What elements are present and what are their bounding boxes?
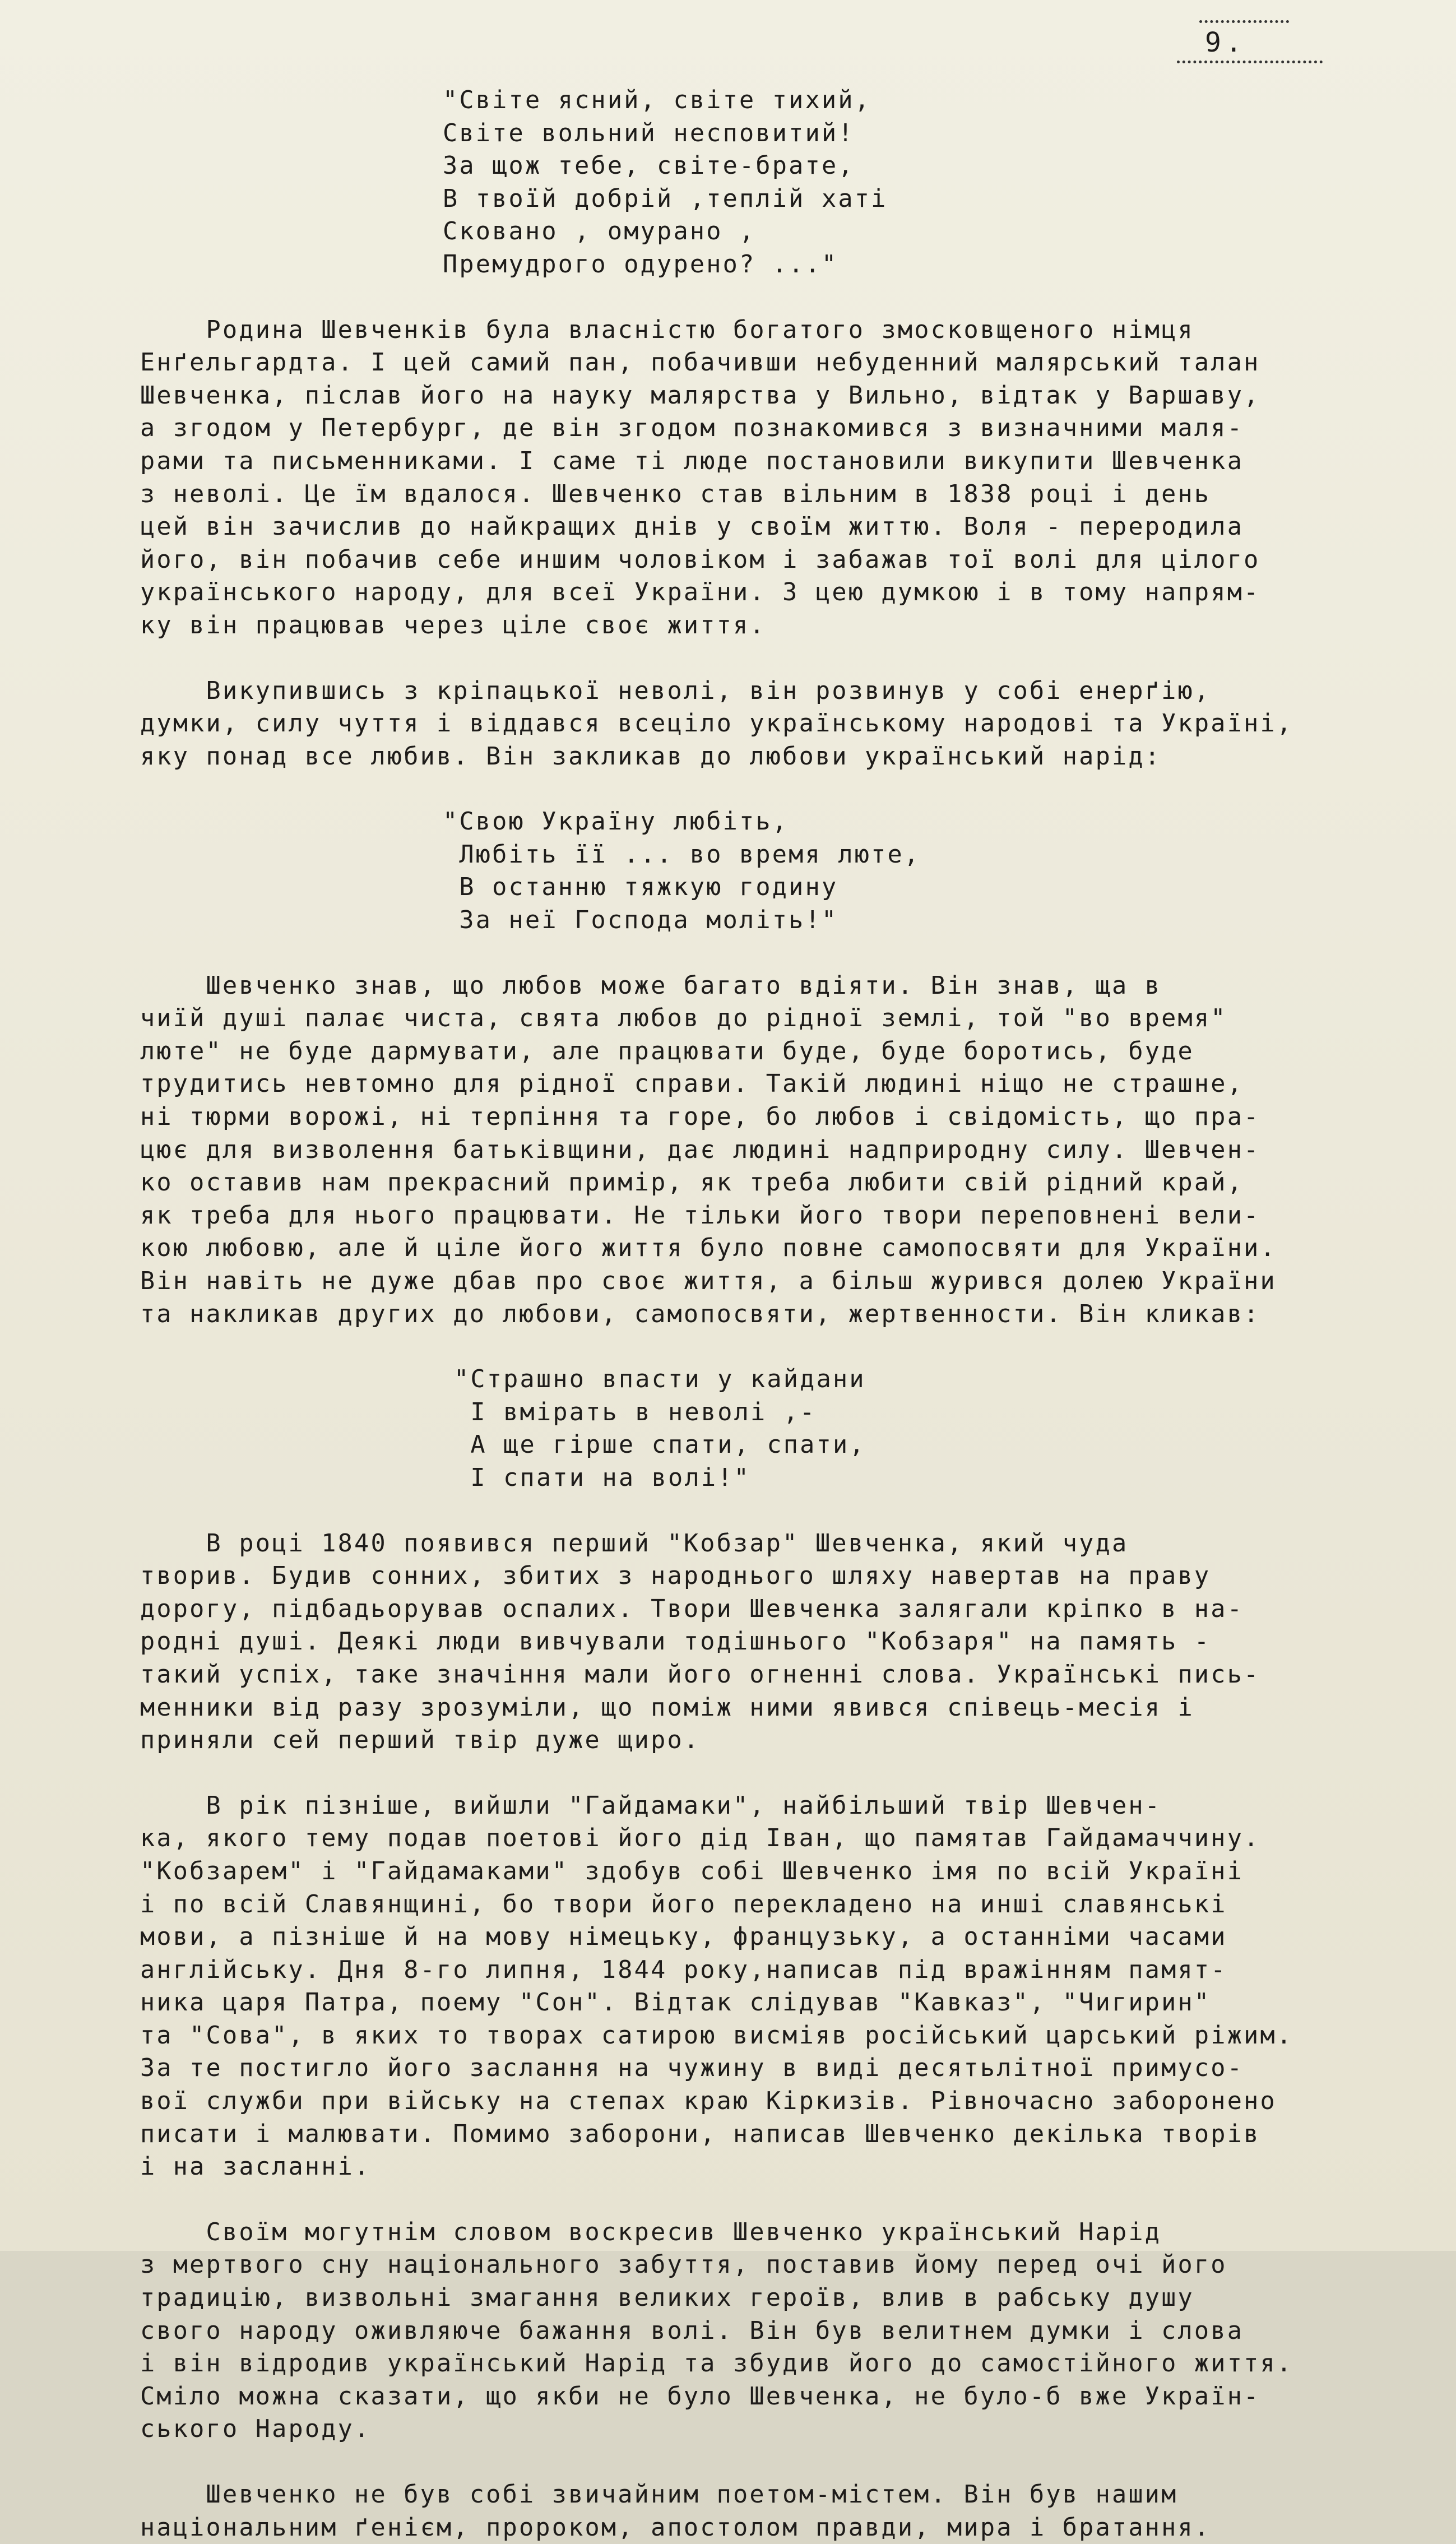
text-line: вої служби при війську на степах краю Кіркизів. Рівночасно заборонено — [140, 2087, 1277, 2116]
text-line: кою любовю, але й ціле його життя було повне самопосвяти для України. — [140, 1234, 1277, 1263]
text-line: Енґельгардта. І цей самий пан, побачивши небуденний малярський талан — [140, 349, 1260, 377]
text-line: ко оставив нам прекрасний примір, як треба любити свій рідний край, — [140, 1169, 1244, 1197]
text-line: писати і малювати. Помимо заборони, написав Шевченко декілька творів — [140, 2120, 1260, 2148]
text-line: Сміло можна сказати, що якби не було Шевченка, не було-б вже Україн- — [140, 2382, 1260, 2411]
text-line: рами та письменниками. І саме ті люде постановили викупити Шевченка — [140, 447, 1244, 475]
text-line: "Свою Україну любіть, — [443, 808, 789, 836]
text-line: Шевченко не був собі звичайним поетом-містем. Він був нашим — [140, 2481, 1178, 2509]
paragraph-6 — [140, 2216, 1334, 2446]
text-line: В рік пізніше, вийшли "Гайдамаки", найбільший твір Шевчен- — [140, 1791, 1162, 1820]
text-line: Родина Шевченків була власністю богатого змосковщеного німця — [140, 316, 1194, 344]
document-body — [140, 84, 1334, 2544]
text-line: і на засланні. — [140, 2153, 371, 2181]
text-line: творив. Будив сонних, збитих з народнього шляху навертав на праву — [140, 1562, 1211, 1591]
text-line: мови, а пізніше й на мову німецьку, французьку, а останніми часами — [140, 1923, 1227, 1952]
text-line: "Кобзарем" і "Гайдамаками" здобув собі Шевченко імя по всій Україні — [140, 1857, 1244, 1885]
paragraph-3 — [140, 970, 1334, 1331]
text-line: І вмірать в неволі ,- — [454, 1398, 817, 1426]
text-line: трудитись невтомно для рідної справи. Такій людині ніщо не страшне, — [140, 1070, 1244, 1099]
text-line: ського Народу. — [140, 2415, 371, 2444]
text-line: В твоїй добрій ,теплій хаті — [443, 184, 888, 213]
text-line: Своїм могутнім словом воскресив Шевченко український Нарід — [140, 2218, 1162, 2246]
text-line: англійську. Дня 8-го липня, 1844 року,написав під вражінням памят- — [140, 1956, 1227, 1984]
text-line: та накликав других до любови, самопосвяти, жертвенности. Він кликав: — [140, 1300, 1260, 1328]
paragraph-1 — [140, 314, 1334, 642]
text-line: менники від разу зрозуміли, що поміж ними явився співець-месія і — [140, 1693, 1194, 1722]
text-line: родні душі. Деякі люди вивчували тодішнього "Кобзаря" на память - — [140, 1628, 1211, 1656]
text-line: І спати на волі!" — [454, 1463, 751, 1492]
text-line: яку понад все любив. Він закликав до любови український нарід: — [140, 742, 1162, 771]
text-line: з неволі. Це їм вдалося. Шевченко став вільним в 1838 році і день — [140, 480, 1211, 508]
paragraph-2 — [140, 675, 1334, 773]
text-line: Викупившись з кріпацької неволі, він розвинув у собі енерґію, — [140, 676, 1211, 705]
poem-quote-3 — [454, 1363, 1334, 1494]
text-line: дорогу, підбадьорував оспалих. Твори Шевченка залягали кріпко в на- — [140, 1595, 1244, 1623]
page-number-underline — [1177, 61, 1323, 63]
text-line: Любіть її ... во время люте, — [443, 840, 921, 869]
text-line: Сковано , омурано , — [443, 217, 756, 246]
text-line: чиїй душі палає чиста, свята любов до рідної землі, той "во время" — [140, 1004, 1227, 1033]
text-line: думки, силу чуття і віддався всеціло українському народові та Україні, — [140, 710, 1293, 738]
text-line: цює для визволення батьківщини, дає людині надприродну силу. Шевчен- — [140, 1136, 1260, 1164]
text-line: "Світе ясний, світе тихий, — [443, 86, 871, 114]
text-line: як треба для нього працювати. Не тільки його твори переповнені вели- — [140, 1201, 1260, 1230]
text-line: люте" не буде дармувати, але працювати буде, буде боротись, буде — [140, 1037, 1194, 1065]
text-line: Шевченка, післав його на науку малярства у Вильно, відтак у Варшаву, — [140, 381, 1260, 410]
text-line: А ще гірше спати, спати, — [454, 1431, 866, 1459]
text-line: такий успіх, таке значіння мали його огненні слова. Українські пись- — [140, 1660, 1260, 1689]
text-line: "Страшно впасти у кайдани — [454, 1365, 866, 1394]
paragraph-5 — [140, 1790, 1334, 2184]
text-line: національним ґенієм, пророком, апостолом правди, мира і братання. — [140, 2513, 1211, 2542]
page-number-dots — [1199, 20, 1289, 23]
text-line: В році 1840 появився перший "Кобзар" Шевченка, який чуда — [140, 1529, 1129, 1558]
text-line: приняли сей перший твір дуже щиро. — [140, 1726, 701, 1755]
text-line: цей він зачислив до найкращих днів у своїм життю. Воля - переродила — [140, 513, 1244, 541]
text-line: Шевченко знав, що любов може багато вдіяти. Він знав, ща в — [140, 971, 1162, 1000]
poem-quote-2 — [443, 805, 1334, 937]
page-number: 9. — [1205, 27, 1246, 58]
text-line: а згодом у Петербург, де він згодом познакомився з визначними маля- — [140, 414, 1244, 443]
text-line: традицію, визвольні змагання великих героїв, влив в рабську душу — [140, 2284, 1194, 2313]
text-line: його, він побачив себе иншим чоловіком і забажав тої волі для цілого — [140, 545, 1260, 574]
paragraph-4 — [140, 1527, 1334, 1757]
paragraph-7 — [140, 2478, 1334, 2544]
text-line: ника царя Патра, поему "Сон". Відтак слідував "Кавказ", "Чигирин" — [140, 1989, 1211, 2017]
poem-quote-1 — [443, 84, 1334, 281]
text-line: За щож тебе, світе-брате, — [443, 152, 855, 180]
text-line: та "Сова", в яких то творах сатирою висміяв російський царський ріжим. — [140, 2021, 1293, 2050]
text-line: з мертвого сну національного забуття, поставив йому перед очі його — [140, 2251, 1227, 2279]
text-line: ка, якого тему подав поетові його дід Іван, що памятав Гайдамаччину. — [140, 1824, 1260, 1853]
text-line: ні тюрми ворожі, ні терпіння та горе, бо любов і свідомість, що пра- — [140, 1103, 1260, 1132]
text-line: В останню тяжкую годину — [443, 873, 838, 902]
text-line: За неї Господа моліть!" — [443, 906, 838, 935]
text-line: ку він працював через ціле своє життя. — [140, 611, 766, 640]
text-line: Він навіть не дуже дбав про своє життя, а більш журився долею України — [140, 1267, 1277, 1295]
text-line: За те постигло його заслання на чужину в виді десятьлітної примусо- — [140, 2054, 1244, 2083]
text-line: свого народу оживляюче бажання волі. Він був велитнем думки і слова — [140, 2316, 1244, 2345]
text-line: і він відродив український Нарід та збудив його до самостійного життя. — [140, 2350, 1293, 2378]
text-line: українського народу, для всеї України. З цею думкою і в тому напрям- — [140, 578, 1260, 607]
text-line: Світе вольний несповитий! — [443, 119, 855, 147]
text-line: Премудрого одурено? ..." — [443, 250, 838, 279]
text-line: і по всій Славянщині, бо твори його перекладено на инші славянські — [140, 1890, 1227, 1919]
